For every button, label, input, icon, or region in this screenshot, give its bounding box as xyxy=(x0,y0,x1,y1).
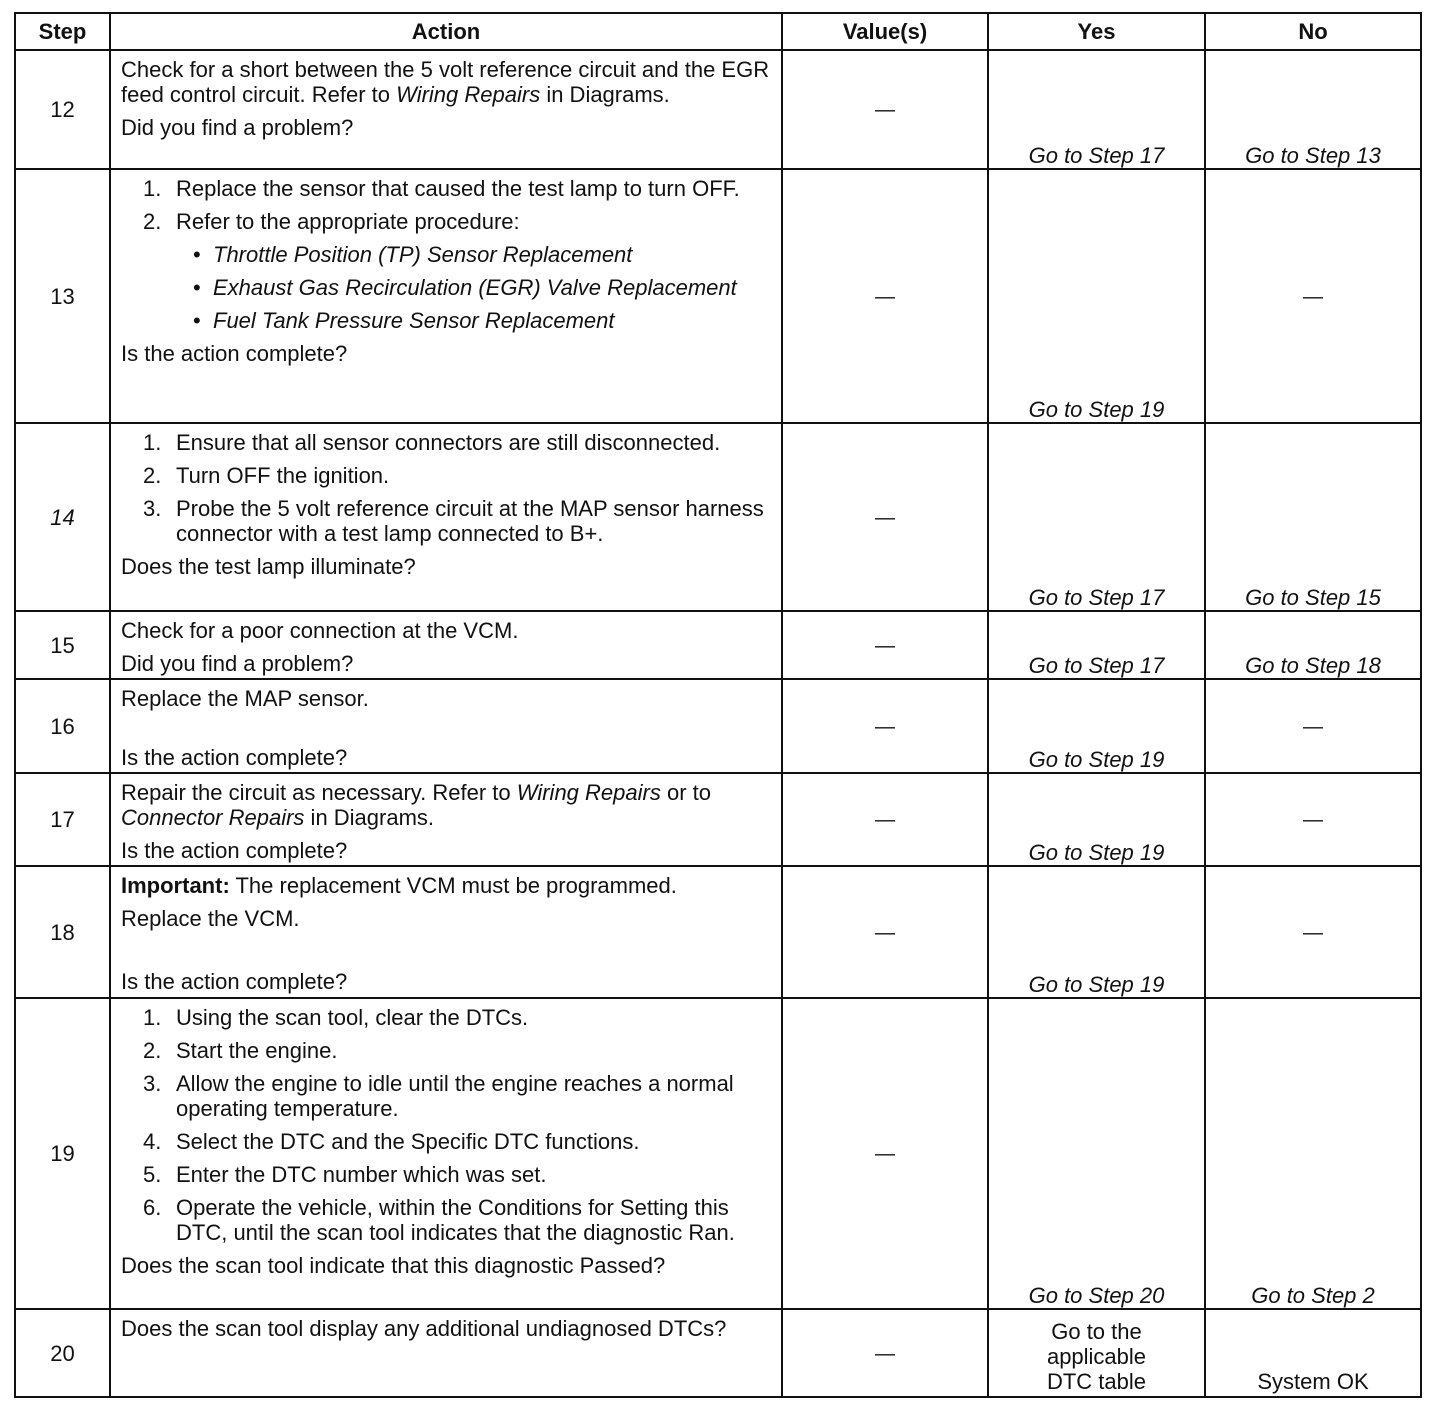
action-text: Repair the circuit as necessary. Refer to Wiring Repairs or to Connector Repairs in Diagrams. xyxy=(121,780,711,830)
table-row xyxy=(15,423,1421,611)
value-cell xyxy=(782,998,988,1309)
dash: — xyxy=(875,1342,895,1365)
action-cell xyxy=(110,423,782,611)
list-item: 2. Refer to the appropriate procedure: • Throttle Position (TP) Sensor Replacement • Exhaust Gas Recirculation (EGR) Valve Replacement • Fuel Tank Pressure Sensor Replacement xyxy=(121,209,771,333)
action-question: Does the scan tool indicate that this diagnostic Passed? xyxy=(121,1253,666,1278)
action-cell xyxy=(110,1309,782,1397)
no-result: Go to Step 13 xyxy=(1245,143,1381,168)
action-steps xyxy=(121,1005,771,1245)
action-text: Check for a poor connection at the VCM. xyxy=(121,618,519,643)
action-cell xyxy=(110,998,782,1309)
yes-cell xyxy=(988,423,1205,611)
header-values: Value(s) xyxy=(782,13,988,50)
action-question: Did you find a problem? xyxy=(121,115,354,140)
step-number: 16 xyxy=(15,679,110,773)
action-question: Is the action complete? xyxy=(121,838,348,863)
value-cell xyxy=(782,773,988,866)
value-cell xyxy=(782,866,988,998)
dash: — xyxy=(875,1143,895,1165)
table-row xyxy=(15,998,1421,1309)
action-question: Is the action complete? xyxy=(121,745,348,770)
yes-result: Go to Step 17 xyxy=(1028,653,1165,678)
dash: — xyxy=(1303,285,1323,308)
procedure-item: • Fuel Tank Pressure Sensor Replacement xyxy=(193,308,615,333)
dash: — xyxy=(875,809,895,831)
no-cell xyxy=(1205,611,1421,679)
action-text: Check for a short between the 5 volt reference circuit and the EGR feed control circuit. Refer to Wiring Repairs in Diagrams. xyxy=(121,57,770,107)
no-result: Go to Step 15 xyxy=(1245,585,1381,610)
dash: — xyxy=(875,99,895,121)
yes-cell xyxy=(988,1309,1205,1397)
value-cell xyxy=(782,423,988,611)
action-question: Is the action complete? xyxy=(121,969,348,994)
value-cell xyxy=(782,679,988,773)
no-cell xyxy=(1205,169,1421,423)
yes-result: Go to the applicable DTC table xyxy=(1046,1319,1147,1394)
table-row xyxy=(15,773,1421,866)
yes-cell xyxy=(988,866,1205,998)
important-note: Important: The replacement VCM must be programmed. xyxy=(121,873,677,898)
action-question: Does the scan tool display any additional undiagnosed DTCs? xyxy=(121,1316,727,1341)
value-cell xyxy=(782,169,988,423)
list-item: 3. Probe the 5 volt reference circuit at the MAP sensor harness connector with a test lamp connected to B+. xyxy=(143,496,764,546)
action-cell xyxy=(110,773,782,866)
no-result: Go to Step 2 xyxy=(1251,1283,1375,1308)
no-cell xyxy=(1205,679,1421,773)
yes-cell xyxy=(988,998,1205,1309)
yes-result: Go to Step 19 xyxy=(1028,840,1165,865)
no-cell xyxy=(1205,998,1421,1309)
no-result: Go to Step 18 xyxy=(1245,653,1381,678)
important-label: Important: xyxy=(121,873,230,898)
dash: — xyxy=(875,715,895,738)
header-yes: Yes xyxy=(988,13,1205,50)
yes-result: Go to Step 19 xyxy=(1028,972,1165,997)
action-cell xyxy=(110,679,782,773)
action-steps xyxy=(121,176,771,333)
action-question: Is the action complete? xyxy=(121,341,348,366)
header-step: Step xyxy=(15,13,110,50)
dash: — xyxy=(1303,921,1323,944)
no-cell xyxy=(1205,1309,1421,1397)
list-item: 1. Ensure that all sensor connectors are still disconnected. xyxy=(143,430,721,455)
action-cell xyxy=(110,866,782,998)
action-question: Does the test lamp illuminate? xyxy=(121,554,416,579)
ref-connector-repairs: Connector Repairs xyxy=(121,805,305,830)
table-row xyxy=(15,611,1421,679)
table-row xyxy=(15,169,1421,423)
header-row xyxy=(15,13,1421,50)
yes-result: Go to Step 19 xyxy=(1028,747,1165,772)
dash: — xyxy=(875,921,895,944)
value-cell xyxy=(782,1309,988,1397)
list-item: 4. Select the DTC and the Specific DTC functions. xyxy=(143,1129,640,1154)
dash: — xyxy=(875,506,895,529)
yes-result: Go to Step 20 xyxy=(1028,1283,1165,1308)
ref-wiring-repairs: Wiring Repairs xyxy=(396,82,541,107)
yes-cell xyxy=(988,50,1205,169)
table-row xyxy=(15,1309,1421,1397)
action-steps xyxy=(121,430,771,546)
yes-cell xyxy=(988,773,1205,866)
list-item: 6. Operate the vehicle, within the Conditions for Setting this DTC, until the scan tool indicates that the diagnostic Ran. xyxy=(143,1195,735,1245)
table-row xyxy=(15,50,1421,169)
yes-cell xyxy=(988,169,1205,423)
step-number: 14 xyxy=(15,423,110,611)
action-cell xyxy=(110,50,782,169)
no-cell xyxy=(1205,773,1421,866)
header-action: Action xyxy=(110,13,782,50)
procedure-item: • Exhaust Gas Recirculation (EGR) Valve Replacement xyxy=(193,275,737,300)
list-item: 1. Replace the sensor that caused the test lamp to turn OFF. xyxy=(143,176,740,201)
yes-cell xyxy=(988,611,1205,679)
no-cell xyxy=(1205,50,1421,169)
step-number: 20 xyxy=(15,1309,110,1397)
step-number: 13 xyxy=(15,169,110,423)
ref-wiring-repairs: Wiring Repairs xyxy=(516,780,661,805)
step-number: 12 xyxy=(15,50,110,169)
list-item: 1. Using the scan tool, clear the DTCs. xyxy=(143,1005,529,1030)
header-no: No xyxy=(1205,13,1421,50)
dash: — xyxy=(1303,715,1323,738)
procedure-list xyxy=(176,242,771,333)
no-cell xyxy=(1205,866,1421,998)
list-item: 2. Turn OFF the ignition. xyxy=(143,463,390,488)
action-cell xyxy=(110,169,782,423)
list-item: 5. Enter the DTC number which was set. xyxy=(143,1162,547,1187)
action-question: Did you find a problem? xyxy=(121,651,354,676)
yes-result: Go to Step 17 xyxy=(1028,143,1165,168)
step-number: 17 xyxy=(15,773,110,866)
dash: — xyxy=(875,634,895,657)
yes-result: Go to Step 19 xyxy=(1028,397,1165,422)
value-cell xyxy=(782,50,988,169)
no-cell xyxy=(1205,423,1421,611)
dash: — xyxy=(1303,809,1323,831)
no-result: System OK xyxy=(1257,1369,1369,1394)
step-number: 15 xyxy=(15,611,110,679)
yes-cell xyxy=(988,679,1205,773)
table-row xyxy=(15,866,1421,998)
value-cell xyxy=(782,611,988,679)
yes-result: Go to Step 17 xyxy=(1028,585,1165,610)
dash: — xyxy=(875,285,895,308)
procedure-item: • Throttle Position (TP) Sensor Replacement xyxy=(193,242,633,267)
diagnostic-table xyxy=(14,12,1422,1398)
step-number: 18 xyxy=(15,866,110,998)
action-text: Replace the MAP sensor. xyxy=(121,686,369,711)
step-number: 19 xyxy=(15,998,110,1309)
action-text: Replace the VCM. xyxy=(121,906,300,931)
list-item: 3. Allow the engine to idle until the engine reaches a normal operating temperature. xyxy=(143,1071,734,1121)
list-item: 2. Start the engine. xyxy=(143,1038,338,1063)
table-row xyxy=(15,679,1421,773)
action-cell xyxy=(110,611,782,679)
